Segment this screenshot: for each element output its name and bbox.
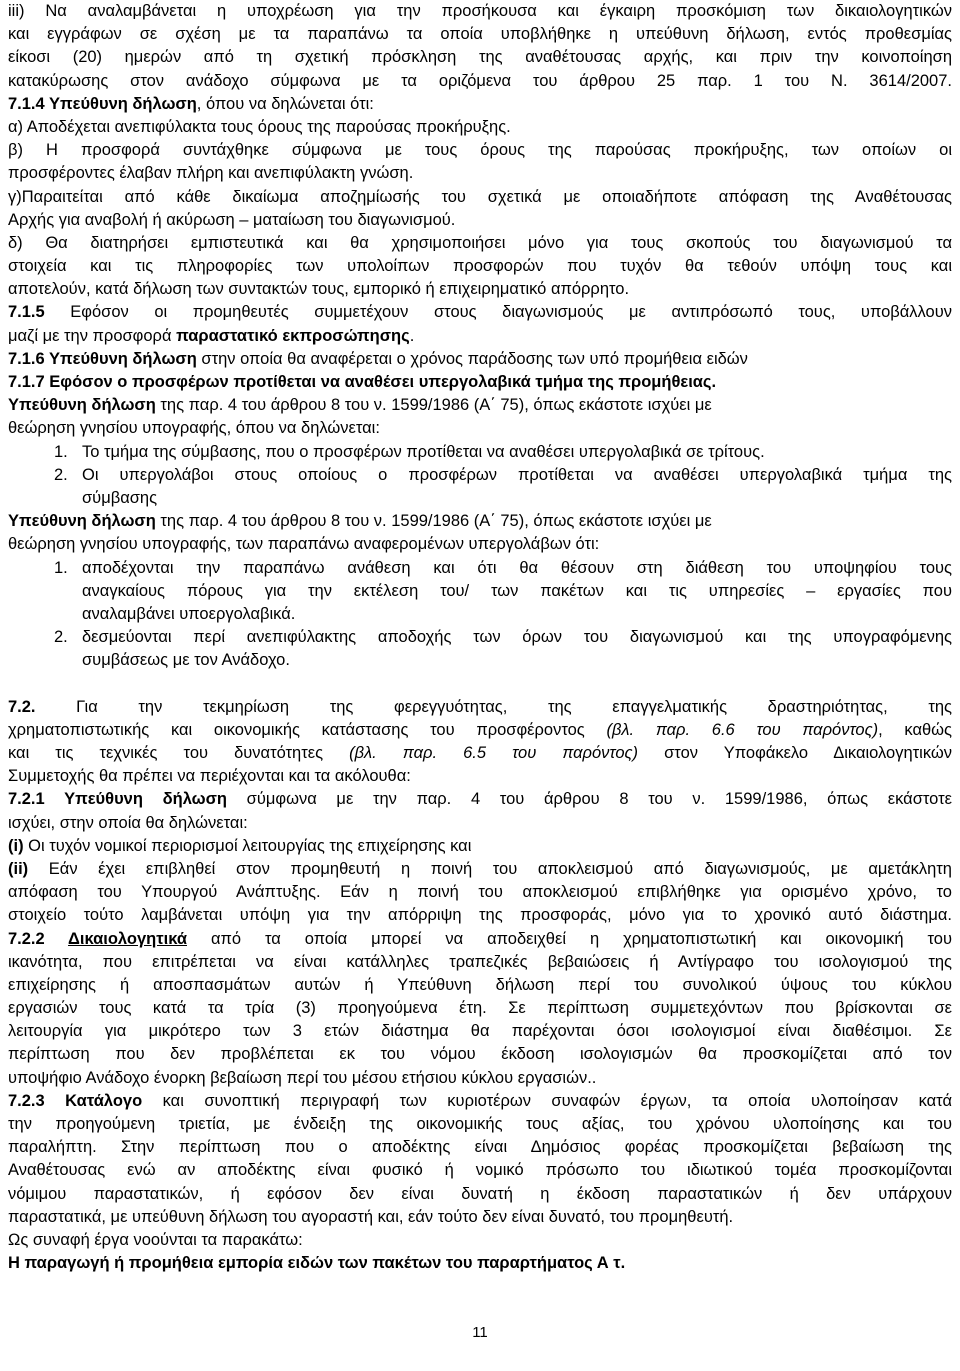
text-run: εργασιών τους κατά τα τρία (3) προηγούμενα έτη. Σε περίπτωση συμμετεχόντων που βρίσκονται σε bbox=[8, 999, 952, 1018]
text-line bbox=[8, 1043, 952, 1066]
text-run: Το τμήμα της σύμβασης, που ο προσφέρων προτίθεται να αναθέσει υπεργολαβικά σε τρίτους. bbox=[82, 442, 765, 461]
text-line bbox=[8, 951, 952, 974]
text-line bbox=[8, 1252, 952, 1275]
text-line bbox=[8, 139, 952, 162]
text-run: σύμβασης bbox=[82, 488, 158, 507]
text-line bbox=[8, 510, 952, 533]
text-run: περίπτωση που δεν προβλέπεται εκ του νόμου έκδοση ισολογισμών θα προσκομίζεται από τον bbox=[8, 1045, 952, 1064]
text-line bbox=[8, 46, 952, 69]
text-line bbox=[8, 325, 952, 348]
text-run: στοιχεία και τις πληροφορίες των υπολοίπων προσφορών που τυχόν θα τεθούν υπόψη τους και bbox=[8, 257, 952, 276]
text-line bbox=[8, 1136, 952, 1159]
text-run: β) Η προσφορά συντάχθηκε σύμφωνα με τους όρους της παρούσας προκήρυξης, των οποίων οι bbox=[8, 141, 952, 160]
text-run: παραλήπτη. Στην περίπτωση που ο αποδέκτης είναι Δημόσιος φορέας προσκομίζεται βεβαίωση της bbox=[8, 1138, 952, 1157]
text-run: ικανότητα, που επιτρέπεται να είναι κατάλληλες τραπεζικές βεβαιώσεις ή Αντίγραφο του ισολογισμού της bbox=[8, 952, 952, 971]
text-run: Ως συναφή έργα νοούνται τα παρακάτω: bbox=[8, 1230, 303, 1249]
text-line bbox=[8, 1090, 952, 1113]
text-run: κατακύρωσης στον ανάδοχο σύμφωνα με τα οριζόμενα του άρθρου 25 παρ. 1 του Ν. 3614/2007. bbox=[8, 71, 952, 90]
text-run: 7.1.7 Εφόσον ο προσφέρων προτίθεται να αναθέσει υπεργολαβικά τμήμα της προμήθειας. bbox=[8, 373, 717, 391]
blank-line bbox=[8, 672, 952, 695]
text-run: αποδέχονται την παραπάνω ανάθεση και ότι θα θέσουν στη διάθεση του υποψηφίου τους bbox=[82, 558, 952, 577]
text-run: παραστατικό εκπροσώπησης bbox=[176, 326, 410, 345]
text-line bbox=[8, 278, 952, 301]
text-run: θεώρηση γνησίου υπογραφής, όπου να δηλώνεται: bbox=[8, 419, 380, 438]
text-run: Εάν έχει επιβληθεί στον προμηθευτή η ποινή του αποκλεισμού από διαγωνισμούς, με αμετάκλητη bbox=[28, 859, 952, 878]
text-line bbox=[8, 812, 952, 835]
text-run: αποτελούν, κατά δήλωση των συντακτών τους, εμπορικό ή επιχειρηματικό απόρρητο. bbox=[8, 280, 630, 299]
text-run: γ)Παραιτείται από κάθε δικαίωμα αποζημίωσής του σχετικά με οποιαδήποτε απόφαση της Αναθέτουσας bbox=[8, 187, 952, 206]
text-line bbox=[8, 1113, 952, 1136]
text-run: Αναθέτουσας ενώ αν αποδέκτης είναι φυσικό ή νομικό πρόσωπο του ιδιωτικού τομέα προσκομίζονται bbox=[8, 1161, 952, 1180]
text-run: υποψήφιο Ανάδοχο ένορκη βεβαίωση περί του μέσου ετήσιου κύκλου εργασιών.. bbox=[8, 1068, 597, 1087]
text-line bbox=[8, 765, 952, 788]
text-line bbox=[8, 1229, 952, 1252]
text-run: 1. bbox=[54, 442, 68, 461]
text-run: 7.2.1 Υπεύθυνη δήλωση bbox=[8, 790, 227, 809]
text-run: και τις τεχνικές του δυνατότητες bbox=[8, 744, 350, 762]
text-line bbox=[8, 557, 952, 580]
text-line bbox=[8, 881, 952, 904]
text-line bbox=[8, 417, 952, 440]
text-line bbox=[8, 904, 952, 927]
text-run: Εφόσον οι προμηθευτές συμμετέχουν στους διαγωνισμούς με αντιπρόσωπό τους, υποβάλλουν bbox=[44, 303, 952, 322]
text-line bbox=[8, 719, 952, 742]
text-line bbox=[8, 696, 952, 719]
text-line bbox=[8, 626, 952, 649]
text-run: 7.1.5 bbox=[8, 303, 45, 322]
text-run: δεσμεύονται περί ανεπιφύλακτης αποδοχής των όρων του διαγωνισμού και της υπογραφόμενης bbox=[82, 628, 952, 647]
text-run: νόμιμου παραστατικών, ή εφόσον δεν είναι δυνατή η έκδοση παραστατικών ή δεν υπάρχουν bbox=[8, 1184, 952, 1203]
text-run: αναλαμβάνει υποεργολαβικά. bbox=[82, 604, 296, 623]
text-line bbox=[8, 209, 952, 232]
text-run: 7.1.6 Υπεύθυνη δήλωση bbox=[8, 349, 197, 368]
text-run: iii) Να αναλαμβάνεται η υποχρέωση για την προσήκουσα και έγκαιρη προσκόμιση των δικαιολογητικών bbox=[8, 2, 952, 20]
text-run: μαζί με την προσφορά bbox=[8, 326, 177, 345]
text-run: Οι τυχόν νομικοί περιορισμοί λειτουργίας της επιχείρησης και bbox=[23, 836, 472, 855]
text-run: λειτουργία για μικρότερο των 3 ετών διάστημα θα παρέχονται όσοι ισολογισμοί είναι διαθέσιμοι. Σε bbox=[8, 1022, 952, 1041]
text-run: προσφέροντες έλαβαν πλήρη και ανεπιφύλακτη γνώση. bbox=[8, 164, 414, 183]
text-run: σύμφωνα με την παρ. 4 του άρθρου 8 του ν. 1599/1986, όπως εκάστοτε bbox=[226, 790, 952, 809]
text-run: Υπεύθυνη δήλωση bbox=[8, 512, 156, 531]
text-run: 7.2.2 bbox=[8, 929, 69, 948]
text-run: , καθώς bbox=[878, 720, 953, 739]
text-run: είκοσι (20) ημερών από τη σχετική πρόσκληση της αναθέτουσας αρχής, και πριν την κοινοποίηση bbox=[8, 48, 952, 67]
text-line bbox=[8, 1159, 952, 1182]
text-run: 7.2.3 Κατάλογο bbox=[8, 1091, 143, 1110]
text-line bbox=[8, 255, 952, 278]
text-run: 7.2. bbox=[8, 697, 36, 716]
text-line bbox=[8, 858, 952, 881]
text-run: θεώρηση γνησίου υπογραφής, των παραπάνω αναφερομένων υπεργολάβων ότι: bbox=[8, 535, 600, 554]
text-run: αναγκαίους πόρους για την εκτέλεση του/ των πακέτων και τις υπηρεσίες – εργασίες που bbox=[82, 581, 952, 600]
text-run: 2. bbox=[54, 465, 68, 484]
text-line bbox=[8, 974, 952, 997]
text-run: Δικαιολογητικά bbox=[68, 929, 187, 948]
text-run: επιχείρησης ή αποσπασμάτων αυτών ή Υπεύθυνη δήλωση περί του συνολικού ύψους του κύκλου bbox=[8, 975, 952, 994]
text-run: 2. bbox=[54, 628, 68, 647]
text-line bbox=[8, 394, 952, 417]
text-run: της παρ. 4 του άρθρου 8 του ν. 1599/1986 (Α΄ 75), όπως εκάστοτε ισχύει με bbox=[155, 396, 712, 415]
text-run: 1. bbox=[54, 558, 68, 577]
text-run: στοιχείο τούτο λαμβάνεται υπόψη για την απόρριψη της προσφοράς, μόνο για το χρονικό αυτό διάστημα. bbox=[8, 906, 952, 925]
text-line bbox=[8, 371, 952, 394]
text-line bbox=[8, 93, 952, 116]
text-line bbox=[8, 1067, 952, 1090]
text-run: , όπου να δηλώνεται ότι: bbox=[196, 94, 374, 113]
text-run: της παρ. 4 του άρθρου 8 του ν. 1599/1986 (Α΄ 75), όπως εκάστοτε ισχύει με bbox=[155, 512, 712, 531]
text-line bbox=[8, 0, 952, 23]
text-line bbox=[8, 1020, 952, 1043]
text-run: . bbox=[409, 326, 415, 345]
text-line bbox=[8, 348, 952, 371]
text-run: (i) bbox=[8, 836, 24, 855]
text-run: α) Αποδέχεται ανεπιφύλακτα τους όρους της παρούσας προκήρυξης. bbox=[8, 117, 511, 136]
text-line bbox=[8, 464, 952, 487]
text-run: (ii) bbox=[8, 859, 29, 878]
text-run: στην οποία θα αναφέρεται ο χρόνος παράδοσης των υπό προμήθεια ειδών bbox=[196, 349, 748, 368]
text-line bbox=[8, 928, 952, 951]
text-line bbox=[8, 649, 952, 672]
text-line bbox=[8, 1206, 952, 1229]
text-line bbox=[8, 23, 952, 46]
text-line bbox=[8, 603, 952, 626]
text-run: (βλ. παρ. 6.6 του παρόντος) bbox=[606, 720, 879, 739]
text-run: Αρχής για αναβολή ή ακύρωση – ματαίωση του διαγωνισμού. bbox=[8, 210, 456, 229]
text-line bbox=[8, 232, 952, 255]
text-line bbox=[8, 580, 952, 603]
text-run: (βλ. παρ. 6.5 του παρόντος) bbox=[349, 744, 639, 762]
text-run: ισχύει, στην οποία θα δηλώνεται: bbox=[8, 813, 248, 832]
text-run: δ) Θα διατηρήσει εμπιστευτικά και θα χρησιμοποιήσει μόνο για τους σκοπούς του διαγωνισμού τα bbox=[8, 233, 952, 252]
text-line bbox=[8, 186, 952, 209]
text-line bbox=[8, 487, 952, 510]
text-line bbox=[8, 997, 952, 1020]
text-run: 7.1.4 Υπεύθυνη δήλωση bbox=[8, 94, 197, 113]
text-run: απόφαση του Υπουργού Ανάπτυξης. Εάν η ποινή του αποκλεισμού επιβλήθηκε για ορισμένο χρόνο, το bbox=[8, 883, 952, 902]
text-run: από τα οποία μπορεί να αποδειχθεί η χρηματοπιστωτική και οικονομική του bbox=[187, 929, 952, 948]
text-run: Οι υπεργολάβοι στους οποίους ο προσφέρων προτίθεται να αναθέσει υπεργολαβικά τμήμα της bbox=[82, 465, 952, 484]
text-line bbox=[8, 788, 952, 811]
text-run: Η παραγωγή ή προμήθεια εμπορία ειδών των πακέτων του παραρτήματος Α τ. bbox=[8, 1254, 626, 1273]
text-run: Υπεύθυνη δήλωση bbox=[8, 396, 156, 415]
text-run: παραστατικά, με υπεύθυνη δήλωση του αγοραστή και, εάν τούτο δεν είναι δυνατό, του προμηθευτή. bbox=[8, 1207, 734, 1226]
text-run: στον Υποφάκελο Δικαιολογητικών bbox=[638, 744, 953, 762]
text-line bbox=[8, 301, 952, 324]
text-line bbox=[8, 116, 952, 139]
text-line bbox=[8, 835, 952, 858]
text-line bbox=[8, 162, 952, 185]
text-run: Για την τεκμηρίωση της φερεγγυότητας, της επαγγελματικής δραστηριότητας, της bbox=[35, 697, 952, 716]
text-line bbox=[8, 441, 952, 464]
text-line bbox=[8, 533, 952, 556]
page-number: 11 bbox=[472, 1324, 488, 1341]
text-run: και συνοπτική περιγραφή των κυριοτέρων συναφών έργων, τα οποία υλοποίησαν κατά bbox=[142, 1091, 952, 1110]
text-run: και εγγράφων σε σχέση με τα παραπάνω τα οποία υποβλήθηκε η υπεύθυνη δήλωση, εντός προθεσμίας bbox=[8, 25, 952, 44]
text-run: την προηγούμενη τριετία, με ένδειξη της οικονομικής τους αξίας, του χρόνου υλοποίησης και του bbox=[8, 1115, 952, 1133]
text-line bbox=[8, 1183, 952, 1206]
text-line bbox=[8, 742, 952, 765]
text-run: συμβάσεως με τον Ανάδοχο. bbox=[82, 651, 290, 670]
text-run: χρηματοπιστωτικής και οικονομικής κατάστασης του προσφέροντος bbox=[8, 720, 607, 739]
text-run: Συμμετοχής θα πρέπει να περιέχονται και τα ακόλουθα: bbox=[8, 767, 411, 786]
text-line bbox=[8, 70, 952, 93]
